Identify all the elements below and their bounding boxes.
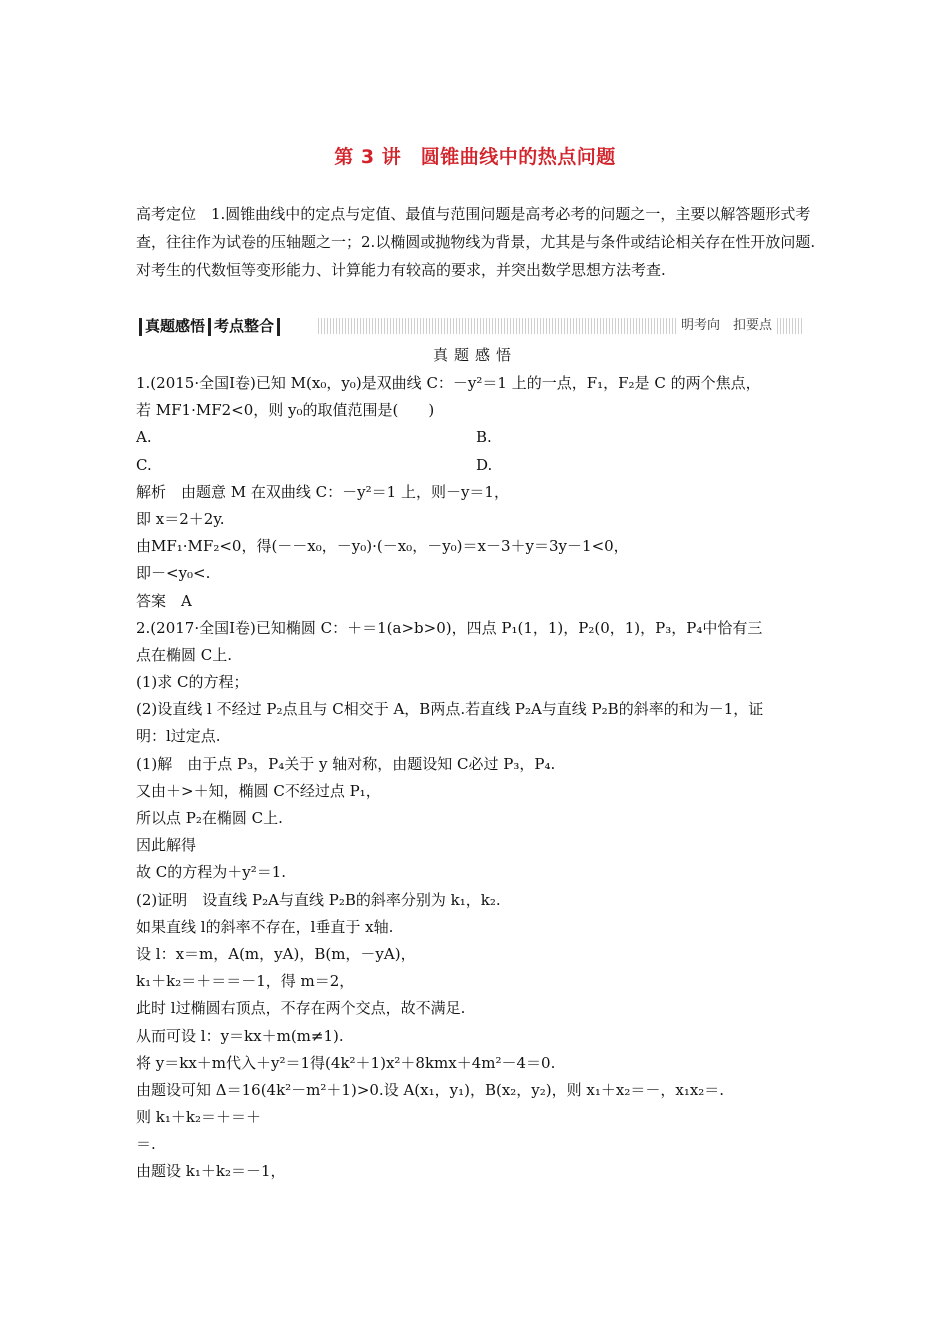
q2-solution-line: 因此解得 <box>136 836 197 855</box>
section-banner <box>136 315 804 337</box>
q2-stem-line: 2.(2017·全国Ⅰ卷)已知椭圆 C：＋＝1(a>b>0)，四点 P₁(1，1)，P₂(0，1)，P₃，P₄中恰有三 <box>136 618 763 637</box>
banner-bar-icon <box>139 318 142 336</box>
q2-part-2-line: (2)设直线 l 不经过 P₂点且与 C相交于 A，B两点.若直线 P₂A与直线 P₂B的斜率的和为－1，证 <box>136 700 764 719</box>
exam-focus-paragraph <box>136 200 816 284</box>
q1-options-row <box>136 424 816 451</box>
banner-label-2: 考点整合 <box>214 317 275 335</box>
q2-solution-line: 由题设 k₁＋k₂＝－1， <box>136 1162 286 1181</box>
option-d: D. <box>476 455 493 474</box>
q1-stem-line: 1.(2015·全国Ⅰ卷)已知 M(x₀，y₀)是双曲线 C：－y²＝1 上的一点，F₁，F₂是 C 的两个焦点， <box>136 374 761 392</box>
banner-right-label: 明考向 扣要点 <box>677 316 776 336</box>
page-title: 第 3 讲 圆锥曲线中的热点问题 <box>334 146 616 168</box>
banner-bar-icon <box>208 318 211 336</box>
banner-bar-icon <box>277 318 280 336</box>
q2-solution-line: k₁＋k₂＝＋＝＝－1，得 m＝2， <box>136 972 355 991</box>
q2-solution-line: (1)解 由于点 P₃，P₄关于 y 轴对称，由题设知 C必过 P₃，P₄. <box>136 754 556 773</box>
q2-solution-line: 故 C的方程为＋y²＝1. <box>136 863 287 882</box>
banner-label-1: 真题感悟 <box>145 317 206 335</box>
q2-solution-line: 如果直线 l的斜率不存在，l垂直于 x轴. <box>136 917 394 936</box>
q2-solution-line: 由题设可知 Δ＝16(4k²－m²＋1)>0.设 A(x₁，y₁)，B(x₂，y₂)，则 x₁＋x₂＝－，x₁x₂＝. <box>136 1080 725 1099</box>
intro-text: 高考定位 1.圆锥曲线中的定点与定值、最值与范围问题是高考必考的问题之一，主要以解答题形式考查，往往作为试卷的压轴题之一；2.以椭圆或抛物线为背景，尤其是与条件或结论相关存在性开放问题.对考生的代数恒等变形能力、计算能力有较高的要求，并突出数学思想方法考查. <box>136 205 816 279</box>
q2-solution-line: 则 k₁＋k₂＝＋＝＋ <box>136 1108 261 1127</box>
q1-solution-line: 即 x＝2＋2y. <box>136 509 225 528</box>
q2-solution-line: 设 l：x＝m，A(m，yA)，B(m，－yA)， <box>136 944 416 963</box>
q2-part-2-line: 明：l过定点. <box>136 727 221 746</box>
q1-stem-line: 若 MF1·MF2<0，则 y₀的取值范围是( ) <box>136 401 435 420</box>
q2-solution-line: 从而可设 l：y＝kx＋m(m≠1). <box>136 1026 344 1045</box>
q2-solution-line: 将 y＝kx＋m代入＋y²＝1得(4k²＋1)x²＋8kmx＋4m²－4＝0. <box>136 1053 556 1072</box>
q2-solution-line: ＝. <box>136 1135 156 1154</box>
q2-solution-line: 又由＋>＋知，椭圆 C不经过点 P₁， <box>136 781 381 800</box>
q1-solution-line: 解析 由题意 M 在双曲线 C：－y²＝1 上，则－y＝1， <box>136 482 509 501</box>
q2-stem-line: 点在椭圆 C上. <box>136 645 233 664</box>
banner-left-label <box>136 316 283 336</box>
q1-solution-line: 即－<y₀<. <box>136 564 211 583</box>
q2-part-1: (1)求 C的方程； <box>136 673 249 692</box>
q1-solution-line: 由MF₁·MF₂<0，得(－－x₀，－y₀)·(－x₀，－y₀)＝x－3＋y＝3y－1<0， <box>136 537 629 556</box>
option-a: A. <box>136 428 152 447</box>
problems-body <box>136 370 816 1186</box>
q1-options-row <box>136 452 816 479</box>
option-b: B. <box>476 428 492 447</box>
section-title: 真题感悟 <box>432 346 517 364</box>
q2-solution-line: 所以点 P₂在椭圆 C上. <box>136 809 283 827</box>
q2-solution-line: 此时 l过椭圆右顶点，不存在两个交点，故不满足. <box>136 999 466 1018</box>
q1-answer: 答案 A <box>136 591 192 610</box>
q2-solution-line: (2)证明 设直线 P₂A与直线 P₂B的斜率分别为 k₁，k₂. <box>136 890 501 909</box>
option-c: C. <box>136 455 152 474</box>
